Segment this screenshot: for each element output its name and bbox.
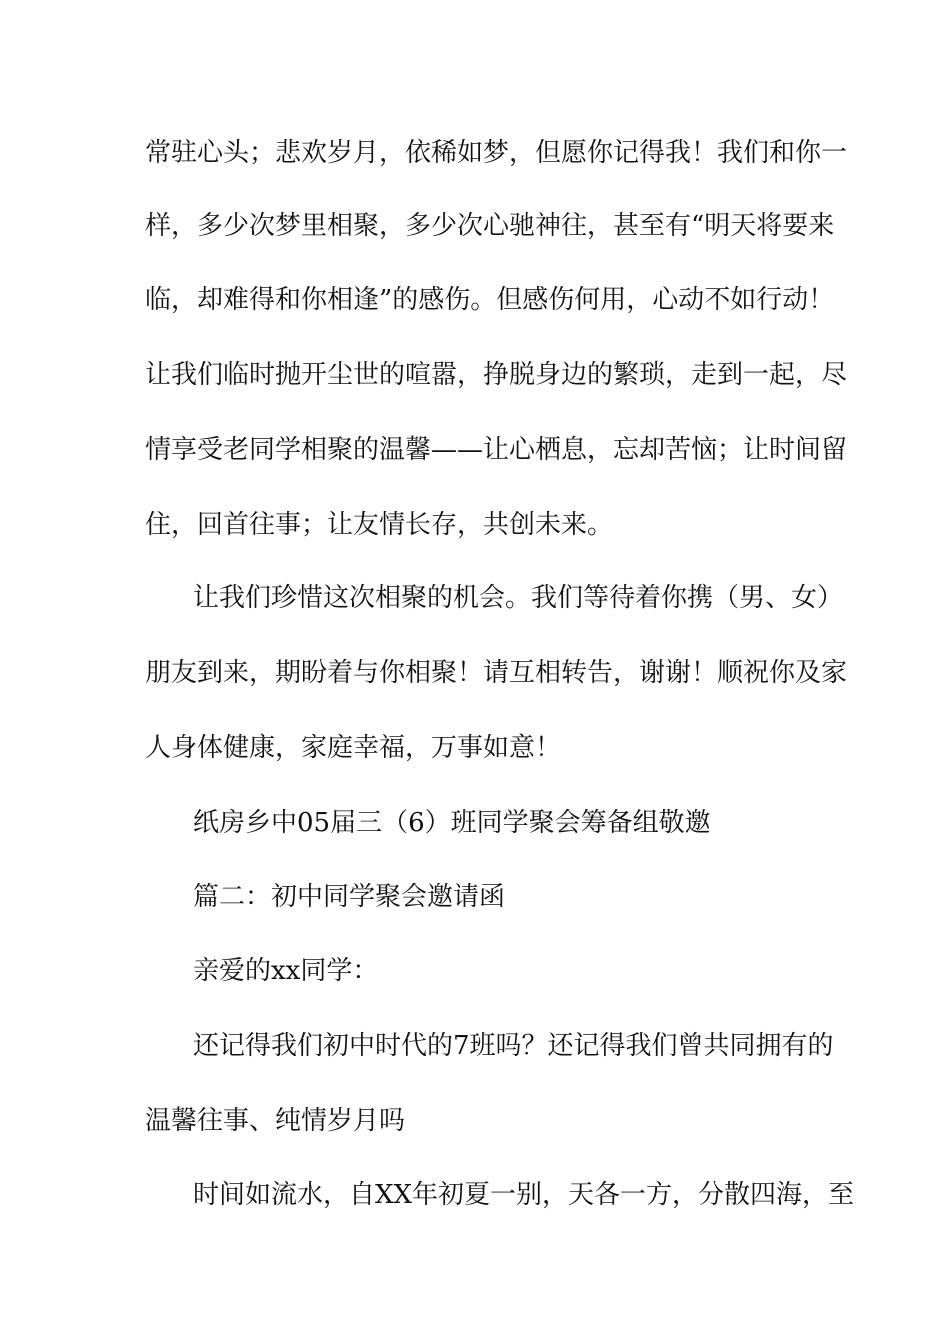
paragraph-line-13: 还记得我们初中时代的7班吗？还记得我们曾共同拥有的 <box>193 1031 834 1061</box>
signature-line: 纸房乡中05届三（6）班同学聚会筹备组敬邀 <box>193 808 711 838</box>
paragraph-line-2: 样，多少次梦里相聚，多少次心驰神往，甚至有“明天将要来 <box>145 211 835 241</box>
salutation: 亲爱的xx同学： <box>193 956 379 986</box>
paragraph-line-14: 温馨往事、纯情岁月吗 <box>145 1106 406 1136</box>
paragraph-line-1: 常驻心头；悲欢岁月，依稀如梦，但愿你记得我！我们和你一 <box>145 138 848 168</box>
paragraph-line-9: 人身体健康，家庭幸福，万事如意！ <box>145 733 562 763</box>
section-heading: 篇二：初中同学聚会邀请函 <box>193 882 506 912</box>
paragraph-line-8: 朋友到来，期盼着与你相聚！请互相转告，谢谢！顺祝你及家 <box>145 658 848 688</box>
paragraph-line-6: 住，回首往事；让友情长存，共创未来。 <box>145 510 614 540</box>
paragraph-line-3: 临，却难得和你相逢”的感伤。但感伤何用，心动不如行动！ <box>145 285 835 315</box>
paragraph-line-7: 让我们珍惜这次相聚的机会。我们等待着你携（男、女） <box>193 583 844 613</box>
paragraph-line-4: 让我们临时抛开尘世的喧嚣，挣脱身边的繁琐，走到一起，尽 <box>145 360 848 390</box>
paragraph-line-15: 时间如流水，自XX年初夏一别，天各一方，分散四海，至 <box>193 1180 855 1210</box>
paragraph-line-5: 情享受老同学相聚的温馨——让心栖息，忘却苦恼；让时间留 <box>145 435 848 465</box>
